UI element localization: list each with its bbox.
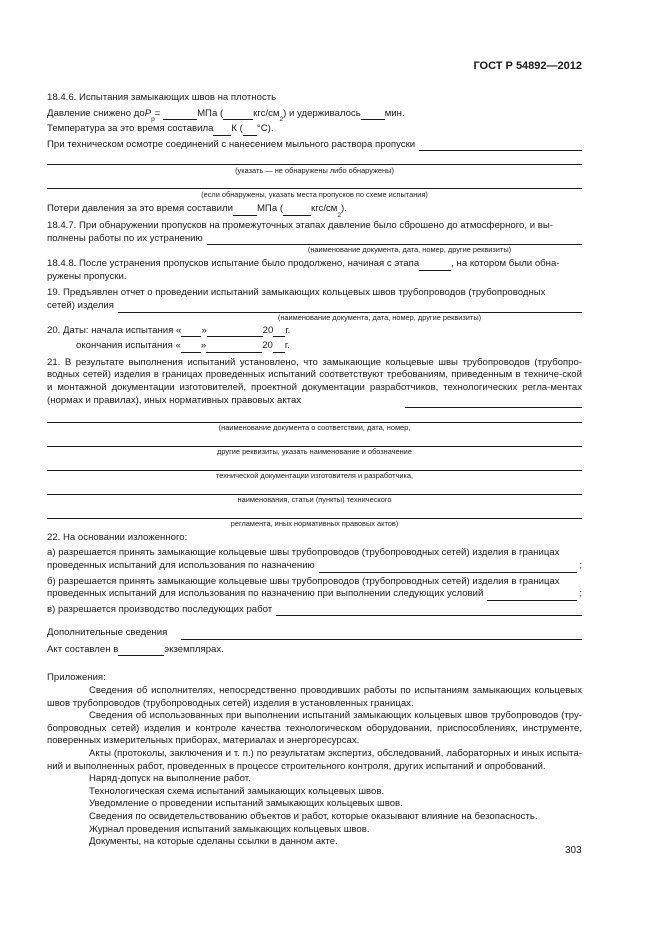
pressure-label: Давление снижено до bbox=[47, 107, 145, 119]
report-line bbox=[47, 300, 582, 313]
start-year-blank[interactable] bbox=[273, 326, 285, 337]
section-18-4-8-line bbox=[47, 258, 582, 271]
inspection-blank[interactable] bbox=[419, 140, 582, 151]
elimination-blank[interactable] bbox=[207, 234, 582, 245]
caption-detected: (указать — не обнаружены либо обнаружены) bbox=[235, 166, 394, 176]
pressure-loss-label: Потери давления за это время составили bbox=[47, 203, 233, 215]
appendix-documents: Документы, на которые сделаны ссылки в данном акте. bbox=[89, 836, 338, 848]
permission-c-line bbox=[47, 604, 582, 617]
appendix-acts: Акты (протоколы, заключения и т. п.) по результатам экспертиз, обследований, лабораторных и иных испыта-ний и выполненных работ, проведенных в процессе строительного контроля, других испытаний и опробований. bbox=[47, 748, 582, 772]
permission-a-blank[interactable] bbox=[319, 562, 578, 573]
inspection-label: При техническом осмотре соединений с нанесением мыльного раствора пропуски bbox=[47, 138, 416, 150]
additional-info-line bbox=[47, 627, 582, 640]
section-22-title: 22. На основании изложенного: bbox=[47, 531, 188, 543]
section-18-4-8-text: 18.4.8. После устранения пропусков испытание было продолжено, начиная с этапа bbox=[47, 258, 420, 270]
regulations-blank[interactable] bbox=[405, 397, 582, 408]
standard-header: ГОСТ Р 54892—2012 bbox=[473, 60, 582, 72]
caption-leak-places: (если обнаружены, указать места пропусков по схеме испытания) bbox=[201, 190, 428, 200]
appendix-inspection: Сведения по освидетельствованию объектов и работ, которые оказывают влияние на безопасность. bbox=[89, 811, 538, 822]
start-day-blank[interactable] bbox=[181, 326, 201, 337]
appendix-performers: Сведения об исполнителях, непосредственно проводивших работы по испытаниям замыкающих кольцевых швов трубопроводов (трубопроводных сетей) изделия в установленных границах. bbox=[47, 685, 582, 709]
copies-blank[interactable] bbox=[118, 645, 164, 656]
permission-b-label: проведенных испытаний для использования по назначению при выполнении следующих условий bbox=[47, 588, 484, 600]
caption-report-doc: (наименование документа, дата, номер, другие реквизиты) bbox=[277, 312, 482, 322]
start-month-blank[interactable] bbox=[207, 326, 263, 337]
permission-c-blank[interactable] bbox=[276, 605, 582, 616]
additional-info-label: Дополнительные сведения bbox=[47, 627, 168, 639]
section-19-text: 19. Предъявлен отчет о проведении испытаний замыкающих кольцевых швов трубопроводов (трубопроводных bbox=[47, 287, 546, 299]
section-21-text: 21. В результате выполнения испытаний установлено, что замыкающие кольцевые швы трубопроводов (трубопро-водных сетей) изделия в границах проведенных испытаний соответствуют требованиям, приведенным в техниче-ской и монтажной документации изготовителей, проектной документации разработчиков, технологических регла-ментах (нормах и правилах), иных нормативных правовых актах bbox=[47, 356, 582, 406]
document-body bbox=[47, 92, 582, 849]
copies-suffix: экземплярах. bbox=[164, 643, 224, 655]
caption-articles: наименования, статьи (пункты) технического bbox=[237, 494, 392, 504]
hold-minutes-blank[interactable] bbox=[361, 109, 385, 120]
copies-line bbox=[47, 644, 582, 657]
regulations-blank-3[interactable] bbox=[47, 436, 582, 447]
appendix-journal: Журнал проведения испытаний замыкающих кольцевых швов. bbox=[89, 823, 370, 835]
section-18-4-8-end: ружены пропуски. bbox=[47, 270, 127, 282]
mpa-label: МПа ( bbox=[197, 107, 224, 119]
permission-b-line bbox=[47, 588, 582, 601]
elimination-line bbox=[47, 233, 582, 246]
temperature-line bbox=[47, 123, 582, 136]
additional-info-blank[interactable] bbox=[181, 629, 582, 640]
appendix-notification: Уведомление о проведении испытаний замыкающих кольцевых швов. bbox=[89, 798, 403, 810]
mpa-label: МПа ( bbox=[256, 203, 284, 215]
page-number: 303 bbox=[565, 845, 582, 856]
start-date-label: 20. Даты: начала испытания « bbox=[47, 324, 182, 336]
celsius-label: °С). bbox=[256, 123, 274, 135]
inspection-blank-2[interactable] bbox=[47, 154, 582, 165]
pressure-kgf-blank[interactable] bbox=[223, 109, 253, 120]
temperature-label: Температура за это время составила bbox=[47, 123, 214, 135]
start-date-line bbox=[47, 325, 582, 338]
semicolon: ; bbox=[579, 588, 582, 600]
kgf-label: кгс/см bbox=[311, 203, 338, 215]
year-prefix: 20 bbox=[262, 324, 274, 336]
end-date-label: окончания испытания « bbox=[76, 340, 181, 352]
year-suffix: г. bbox=[285, 324, 291, 336]
loss-mpa-blank[interactable] bbox=[233, 205, 257, 216]
year-prefix: 20 bbox=[262, 340, 273, 352]
equals-sign: = bbox=[154, 107, 161, 119]
quote: » bbox=[200, 340, 207, 352]
temperature-k-blank[interactable] bbox=[213, 125, 231, 136]
end-month-blank[interactable] bbox=[206, 342, 262, 353]
inspection-line bbox=[47, 139, 582, 152]
kelvin-label: К ( bbox=[231, 123, 243, 135]
leak-places-blank[interactable] bbox=[47, 178, 582, 189]
copies-label: Акт составлен в bbox=[47, 643, 119, 655]
regulations-blank-2[interactable] bbox=[47, 412, 582, 423]
section-18-4-7-text: 18.4.7. При обнаружении пропусков на промежуточных этапах давление было сброшено до атмосферного, и вы- bbox=[47, 219, 553, 231]
loss-kgf-blank[interactable] bbox=[283, 205, 311, 216]
hold-label: ) и удерживалось bbox=[283, 107, 361, 119]
caption-requisites: другие реквизиты, указать наименование и обозначение bbox=[217, 446, 412, 456]
caption-technical-doc: технической документации изготовителя и разработчика, bbox=[215, 470, 414, 480]
caption-elimination-doc: (наименование документа, дата, номер, другие реквизиты) bbox=[307, 245, 512, 255]
permission-a-line bbox=[47, 560, 582, 573]
section-18-4-6-title: 18.4.6. Испытания замыкающих швов на плотность bbox=[47, 92, 277, 103]
end-day-blank[interactable] bbox=[181, 342, 201, 353]
section-18-4-8-cont: , на котором были обна- bbox=[451, 258, 560, 270]
temperature-c-blank[interactable] bbox=[243, 125, 257, 136]
appendix-title: Приложения: bbox=[47, 672, 106, 684]
end-year-blank[interactable] bbox=[273, 342, 285, 353]
regulations-blank-5[interactable] bbox=[47, 484, 582, 495]
pressure-symbol: P bbox=[144, 107, 152, 119]
permission-b-blank[interactable] bbox=[487, 590, 577, 601]
closing-paren: ). bbox=[341, 203, 347, 215]
stage-blank[interactable] bbox=[419, 260, 451, 271]
permission-a-label: проведенных испытаний для использования по назначению bbox=[47, 559, 315, 571]
pressure-loss-line: Потери давления за это время составили МПа ( кгс/см 2 ). bbox=[47, 203, 347, 219]
caption-conformity-doc: (наименование документа о соответствии, дата, номер, bbox=[218, 422, 411, 432]
appendix-scheme: Технологическая схема испытаний замыкающих кольцевых швов. bbox=[89, 785, 385, 797]
year-suffix: г. bbox=[284, 340, 290, 352]
regulations-blank-4[interactable] bbox=[47, 460, 582, 471]
report-blank[interactable] bbox=[118, 302, 582, 313]
permission-c-label: в) разрешается производство последующих работ bbox=[47, 603, 273, 615]
end-date-line bbox=[47, 340, 582, 353]
permission-b-text: б) разрешается принять замыкающие кольцевые швы трубопроводов (трубопроводных сетей) изделия в границах bbox=[47, 575, 560, 587]
min-label: мин. bbox=[384, 107, 405, 119]
appendix-equipment: Сведения об использованных при выполнении испытаний замыкающих кольцевых швов трубопроводов (тру-бопроводных сетей) изделия и контроле качества технологическом оборудовании, приспособлениях, инструменте, поверенных измерительных приборах, материалах и энергоресурсах. bbox=[47, 710, 582, 747]
pressure-line: Давление снижено до P р = МПа ( кгс/см 2 ) и удерживалось мин. bbox=[47, 107, 405, 124]
quote: » bbox=[201, 324, 207, 336]
report-label: сетей) изделия bbox=[47, 299, 114, 311]
appendix-permit: Наряд-допуск на выполнение работ. bbox=[89, 773, 251, 785]
regulations-blank-6[interactable] bbox=[47, 508, 582, 519]
permission-a-text: а) разрешается принять замыкающие кольцевые швы трубопроводов (трубопроводных сетей) изделия в границах bbox=[47, 547, 560, 559]
caption-regulations: регламента, иных нормативных правовых актов) bbox=[230, 518, 399, 528]
kgf-label: кгс/см bbox=[253, 107, 280, 119]
semicolon: ; bbox=[579, 559, 582, 571]
pressure-mpa-blank[interactable] bbox=[163, 109, 197, 120]
elimination-label: полнены работы по их устранению bbox=[47, 232, 203, 244]
